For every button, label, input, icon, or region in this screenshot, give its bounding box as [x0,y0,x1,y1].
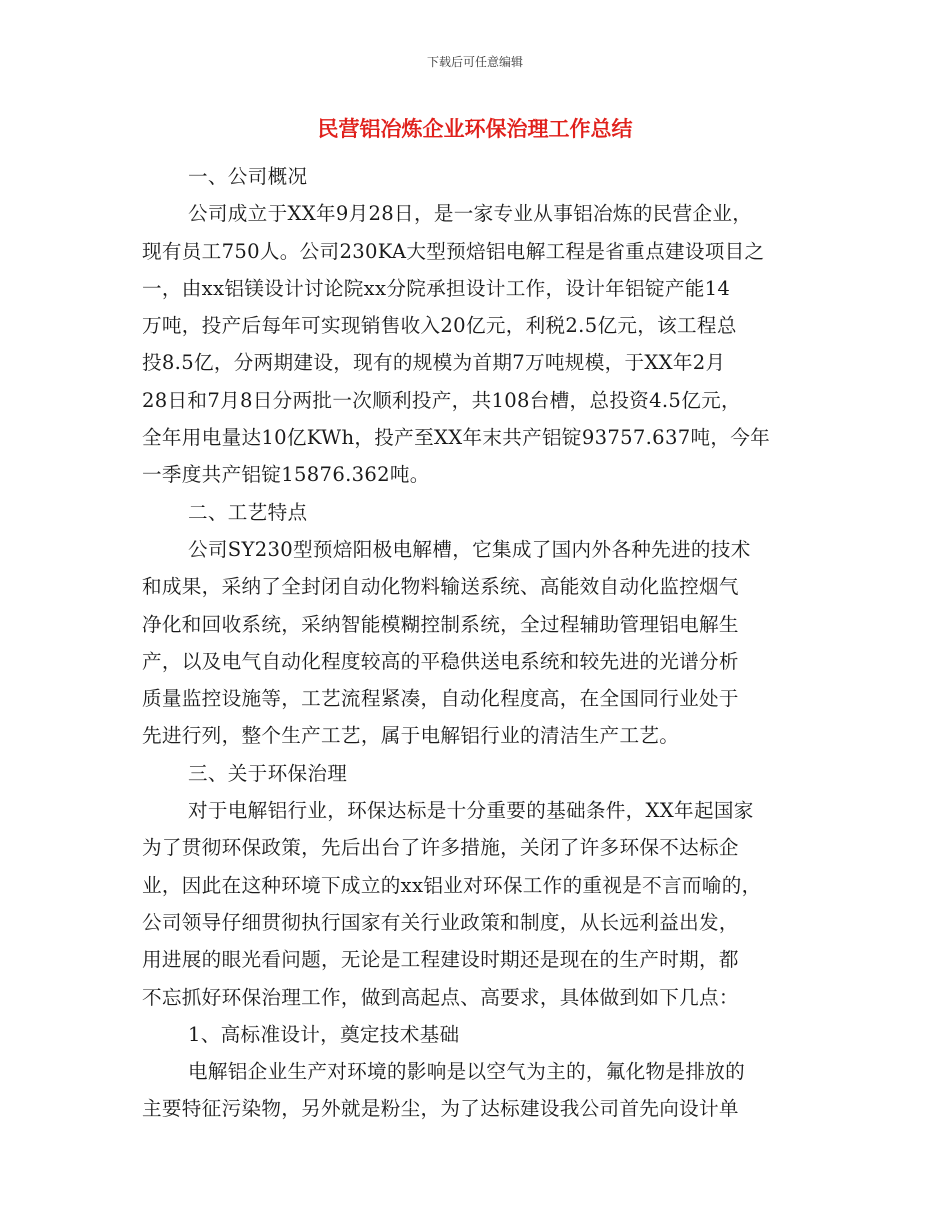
text-line: 电解铝企业生产对环境的影响是以空气为主的，氟化物是排放的 [188,1060,746,1084]
text-line: 净化和回收系统，采纳智能模糊控制系统，全过程辅助管理铝电解生 [142,612,739,636]
text-line: 一、公司概况 [188,165,308,188]
text-line: 和成果，采纳了全封闭自动化物料输送系统、高能效自动化监控烟气 [142,575,739,599]
text-line: 用进展的眼光看问题，无论是工程建设时期还是现在的生产时期，都 [142,948,739,972]
text-line: 主要特征污染物，另外就是粉尘，为了达标建设我公司首先向设计单 [142,1097,739,1121]
text-line: 一季度共产铝锭15876.362吨。 [142,463,430,487]
text-line: 现有员工750人。公司230KA大型预焙铝电解工程是省重点建设项目之 [142,239,765,263]
text-line: 公司领导仔细贯彻执行国家有关行业政策和制度，从长远利益出发， [142,910,739,934]
text-line: 先进行列，整个生产工艺，属于电解铝行业的清洁生产工艺。 [142,724,680,748]
text-line: 1、高标准设计，奠定技术基础 [188,1022,460,1046]
text-line: 对于电解铝行业，环保达标是十分重要的基础条件，XX年起国家 [188,799,754,823]
document-body [142,158,814,1128]
text-line: 一，由xx铝镁设计讨论院xx分院承担设计工作，设计年铝锭产能14 [142,276,731,300]
header-note: 下载后可任意编辑 [426,55,523,69]
text-line: 28日和7月8日分两批一次顺利投产，共108台槽，总投资4.5亿元， [142,388,741,412]
text-line: 产，以及电气自动化程度较高的平稳供送电系统和较先进的光谱分析 [142,649,739,673]
text-line: 全年用电量达10亿KWh，投产至XX年末共产铝锭93757.637吨，今年 [142,426,771,450]
text-line: 公司成立于XX年9月28日，是一家专业从事铝冶炼的民营企业， [188,202,753,226]
text-line: 业，因此在这种环境下成立的xx铝业对环保工作的重视是不言而喻的， [142,873,762,897]
text-line: 公司SY230型预焙阳极电解槽，它集成了国内外各种先进的技术 [188,537,751,561]
text-line: 为了贯彻环保政策，先后出台了许多措施，关闭了许多环保不达标企 [142,836,739,860]
text-line: 万吨，投产后每年可实现销售收入20亿元，利税2.5亿元，该工程总 [142,314,737,338]
text-line: 不忘抓好环保治理工作，做到高起点、高要求，具体做到如下几点： [142,985,739,1009]
text-line: 投8.5亿，分两期建设，现有的规模为首期7万吨规模，于XX年2月 [142,351,726,375]
text-line: 二、工艺特点 [188,500,308,524]
text-line: 三、关于环保治理 [188,761,348,785]
text-line: 质量监控设施等，工艺流程紧凑，自动化程度高，在全国同行业处于 [142,687,739,711]
document-title: 民营铝冶炼企业环保治理工作总结 [317,117,633,141]
